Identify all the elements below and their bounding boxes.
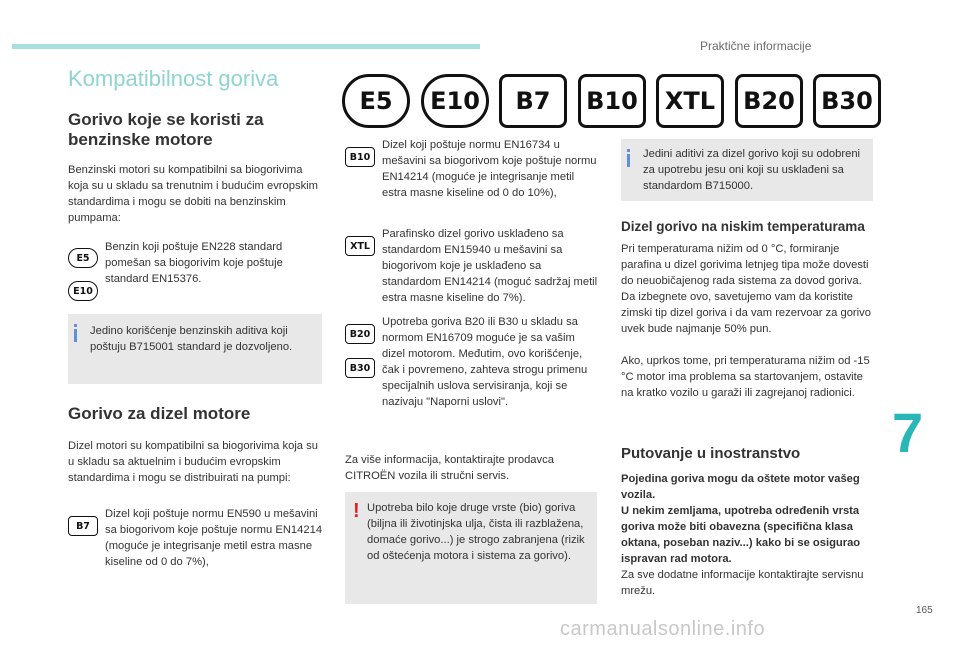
big-xtl-badge: XTL — [656, 74, 724, 128]
low-temp-text: Pri temperaturama nižim od 0 °C, formiranje parafina u dizel gorivima letnjeg tipa može dovesti do neuobičajenog rada sistema za dovod goriva. Da izbegnete ovo, savetujemo vam da koristite zimski tip dizel goriva i da vam rezervoar za gorivo uvek bude najmanje 50% pun. — [621, 243, 871, 335]
big-b7-badge: B7 — [499, 74, 567, 128]
petrol-intro: Benzinski motori su kompatibilni sa biogorivima koja su u skladu sa trenutnim i budućim evropskim standardima i mogu se dobiti na benzinskim pumpama: — [68, 164, 318, 224]
abroad-title: Putovanje u inostranstvo — [621, 445, 801, 462]
header-bar — [12, 44, 480, 49]
e-fuel-description: Benzin koji poštuje EN228 standard pomešan sa biogorivim koje poštuje standard EN15376. — [105, 241, 283, 285]
watermark: carmanualsonline.info — [560, 618, 766, 640]
page-title: Kompatibilnost goriva — [68, 66, 279, 91]
diesel-additive-note — [621, 139, 873, 201]
diesel-intro: Dizel motori su kompatibilni sa biogorivima koja su u skladu sa aktuelnim i budućim evropskim standardima i mogu se distribuirati na pumpi: — [68, 440, 318, 484]
warning-icon: ! — [353, 500, 360, 522]
low-temp-title: Dizel gorivo na niskim temperaturama — [621, 219, 865, 234]
chapter-number: 7 — [892, 401, 924, 464]
big-b30-badge: B30 — [813, 74, 881, 128]
low-temp-text-2: Ako, uprkos tome, pri temperaturama nižim od -15 °C motor ima problema sa startovanjem, ostavite na kratko vozilo u garaži ili zagrejanoj radionici. — [621, 355, 870, 399]
b7-description: Dizel koji poštuje normu EN590 u mešavini sa biogorivom koje poštuje normu EN14214 (moguće je integrisanje metil estra masne kiseline od 0 do 7%), — [105, 508, 323, 568]
petrol-section-title: Gorivo koje se koristi za benzinske motore — [68, 110, 264, 149]
b20-badge: B20 — [345, 324, 375, 344]
e5-badge: E5 — [68, 248, 98, 268]
page-number: 165 — [916, 605, 933, 616]
b10-description: Dizel koji poštuje normu EN16734 u mešavini sa biogorivom koje poštuje normu EN14214 (moguće je integrisanje metil estra masne kiseline od 0 do 10%), — [382, 139, 597, 199]
b10-badge: B10 — [345, 147, 375, 167]
header-title: Praktične informacije — [700, 39, 812, 53]
big-b20-badge: B20 — [735, 74, 803, 128]
abroad-warning-1: Pojedina goriva mogu da oštete motor vašeg vozila. — [621, 473, 860, 501]
abroad-warning-2: U nekim zemljama, upotreba određenih vrsta goriva može biti obavezna (specifična klasa oktana, poseban naziv...) kako bi se osigurao ispravan rad motora. — [621, 505, 861, 565]
fuel-warning-note — [345, 492, 597, 604]
b30-badge: B30 — [345, 358, 375, 378]
xtl-badge: XTL — [345, 236, 375, 256]
b7-badge: B7 — [68, 516, 98, 536]
big-b10-badge: B10 — [578, 74, 646, 128]
b20-b30-description: Upotreba goriva B20 ili B30 u skladu sa normom EN16709 moguće je sa vašim dizel motorom. Međutim, ovo korišćenje, čak i povremeno, zahteva strogu primenu specijalnih uslova servisiranja, koji se nazivaju "Naporni uslovi". — [382, 316, 588, 408]
petrol-note-text: Jedino korišćenje benzinskih aditiva koji poštuju B715001 standard je dozvoljeno. — [90, 325, 293, 353]
diesel-additive-text: Jedini aditivi za dizel gorivo koji su odobreni za upotrebu jesu oni koji su usklađeni sa standardom B715000. — [643, 148, 861, 192]
warning-text: Upotreba bilo koje druge vrste (bio) goriva (biljna ili životinjska ulja, čista ili razblažena, domaće gorivo...) je strogo zabranjena (rizik od oštećenja motora i sistema za gorivo). — [367, 502, 585, 562]
petrol-additive-note — [68, 314, 322, 384]
diesel-section-title: Gorivo za dizel motore — [68, 404, 251, 423]
more-info-text: Za više informacija, kontaktirajte prodavca CITROËN vozila ili stručni servis. — [345, 454, 554, 482]
abroad-contact: Za sve dodatne informacije kontaktirajte servisnu mrežu. — [621, 569, 864, 597]
xtl-description: Parafinsko dizel gorivo usklađeno sa standardom EN15940 u mešavini sa biogorivom koje je usklađeno sa standardom EN14214 (moguć sadržaj metil estra masne kiseline do 7%). — [382, 228, 598, 304]
e10-badge: E10 — [68, 281, 98, 301]
big-e5-badge: E5 — [342, 74, 410, 128]
big-e10-badge: E10 — [421, 74, 489, 128]
